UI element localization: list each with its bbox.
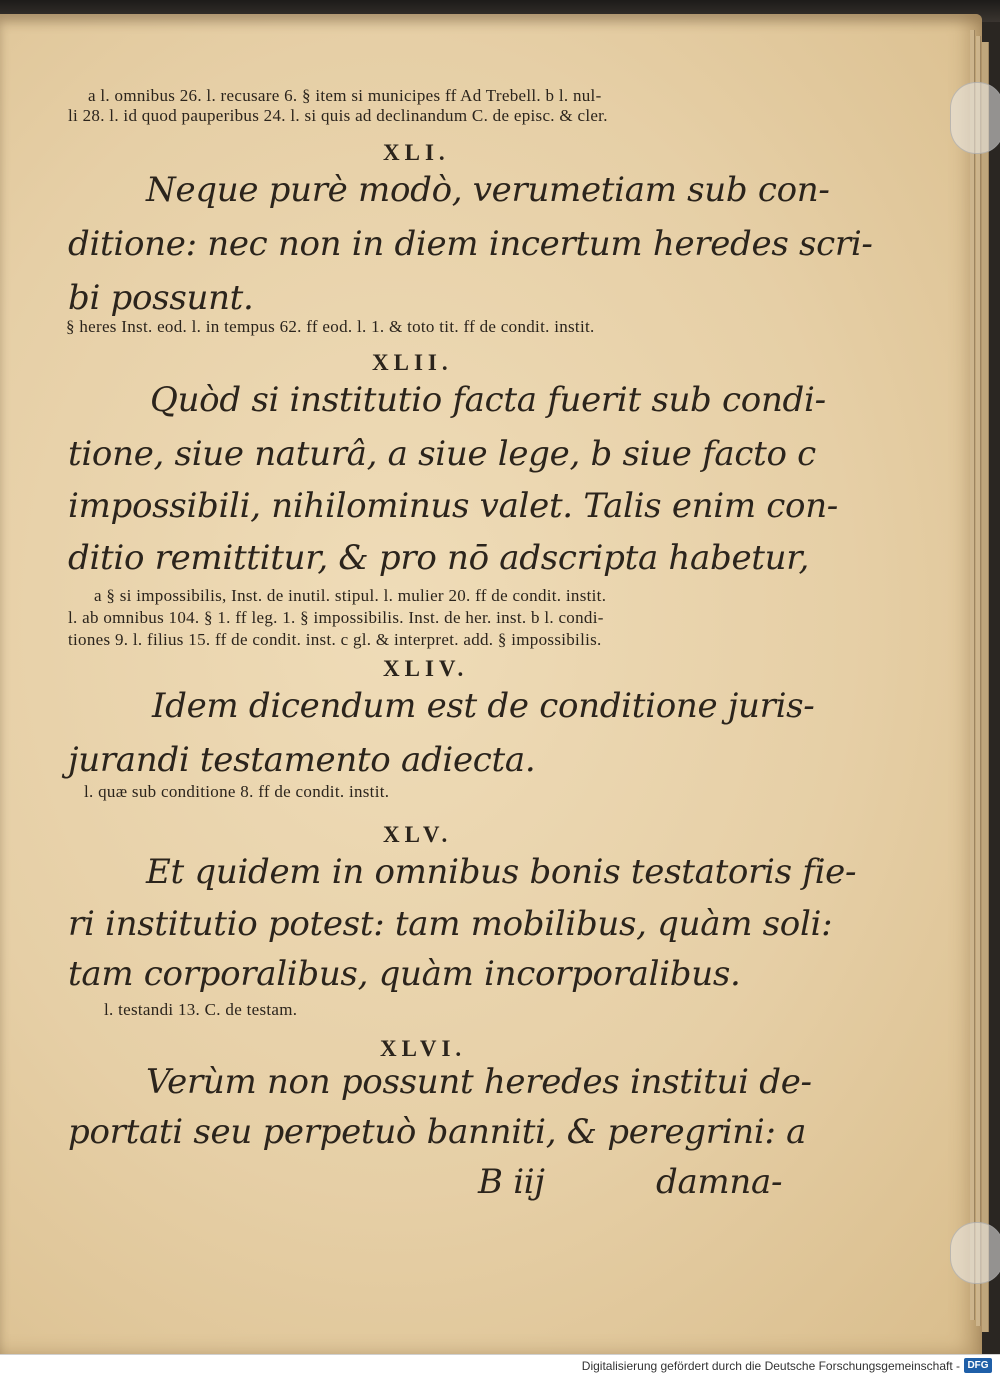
footnote-line: § heres Inst. eod. l. in tempus 62. ff eod. l. 1. & toto tit. ff de condit. instit. — [66, 317, 595, 336]
body-line: Verùm non possunt heredes institui de- — [146, 1062, 812, 1102]
dfg-logo-icon: DFG — [964, 1358, 992, 1373]
section-number: XLII. — [372, 350, 453, 375]
body-line: ditio remittitur, & pro nō adscripta habetur, — [68, 538, 809, 578]
body-line: tione, siue naturâ, a siue lege, b siue facto c — [68, 434, 816, 474]
body-line: bi possunt. — [68, 278, 254, 318]
footer-bar — [0, 1354, 1000, 1378]
body-line: Et quidem in omnibus bonis testatoris fie- — [146, 852, 857, 892]
body-line: portati seu perpetuò banniti, & peregrini: a — [68, 1112, 807, 1152]
footnote-line: l. ab omnibus 104. § 1. ff leg. 1. § impossibilis. Inst. de her. inst. b l. condi- — [68, 608, 604, 627]
footnote-line: a l. omnibus 26. l. recusare 6. § item si municipes ff Ad Trebell. b l. nul- — [88, 86, 602, 105]
footnote-line: l. testandi 13. C. de testam. — [104, 1000, 298, 1019]
section-number: XLIV. — [383, 656, 469, 681]
body-line: Quòd si institutio facta fuerit sub condi- — [150, 380, 826, 420]
section-number: XLI. — [383, 140, 450, 165]
body-line: tam corporalibus, quàm incorporalibus. — [68, 954, 741, 994]
body-line: ri institutio potest: tam mobilibus, quàm soli: — [68, 904, 833, 944]
body-line: impossibili, nihilominus valet. Talis enim con- — [68, 486, 838, 526]
body-line: Idem dicendum est de conditione juris- — [152, 686, 815, 726]
footnote-line: l. quæ sub conditione 8. ff de condit. instit. — [84, 782, 390, 801]
footer-credit: Digitalisierung gefördert durch die Deutsche Forschungsgemeinschaft - — [581, 1359, 960, 1373]
footnote-line: a § si impossibilis, Inst. de inutil. stipul. l. mulier 20. ff de condit. instit. — [94, 586, 607, 605]
body-line: jurandi testamento adiecta. — [68, 740, 536, 780]
footnote-line: li 28. l. id quod pauperibus 24. l. si quis ad declinandum C. de episc. & cler. — [68, 106, 608, 125]
body-line: ditione: nec non in diem incertum heredes scri- — [68, 224, 873, 264]
section-number: XLV. — [383, 822, 453, 847]
body-line: Neque purè modò, verumetiam sub con- — [146, 170, 830, 210]
catchword: damna- — [656, 1162, 783, 1202]
section-number: XLVI. — [380, 1036, 467, 1061]
signature-mark: B iij — [478, 1162, 545, 1202]
footnote-line: tiones 9. l. filius 15. ff de condit. inst. c gl. & interpret. add. § impossibilis. — [68, 630, 602, 649]
